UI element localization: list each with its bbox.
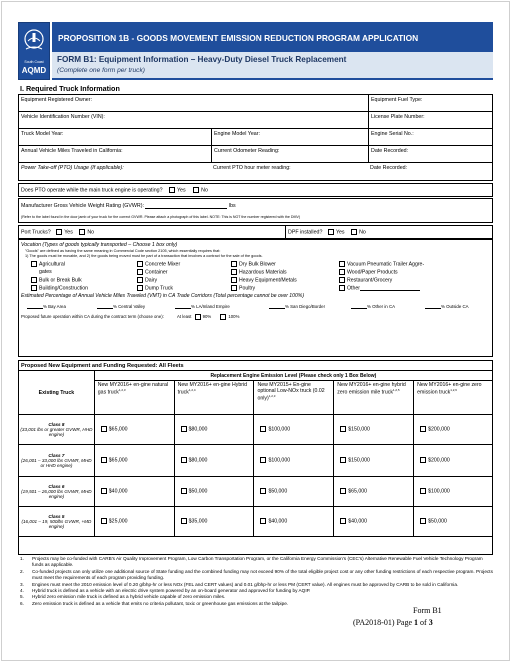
vocation-checkbox[interactable]: [231, 277, 237, 283]
gvwr-input-line[interactable]: [145, 203, 227, 209]
column-label: New MY2016+ en-gine Hybrid truck: [177, 382, 247, 396]
pto-question-row: [18, 183, 493, 197]
future-operation: [21, 314, 239, 320]
col-natural-gas-header: New MY2016+ en-gine natural gas truck$^{1,2,3}$: [94, 381, 174, 415]
pto-yes-checkbox[interactable]: [169, 187, 175, 193]
vmt-la-inland[interactable]: [175, 303, 230, 309]
vocation-dairy[interactable]: [135, 277, 157, 283]
vmt-input-line[interactable]: [269, 303, 285, 309]
lighthouse-icon: [23, 27, 45, 57]
page-number-footer: [353, 618, 433, 627]
future-100-checkbox[interactable]: [220, 314, 226, 320]
existing-truck-header: Existing Truck: [19, 371, 95, 415]
footnote-item: 2. Co-funded projects can only utilize one additional source of State funding and the combined funding may not exceed 90% of the total eligible project cost or any other funding restrictions of each respective program. Projects must meet the requirements of each program providing funding.: [20, 568, 493, 581]
footnotes: [18, 556, 493, 607]
table-row: [19, 445, 493, 477]
vocation-label: Restaurant/Grocery: [347, 277, 393, 284]
amount-cell[interactable]: [334, 415, 414, 445]
vocation-poultry[interactable]: [229, 285, 255, 291]
vmt-label: % Outside CA: [441, 304, 469, 309]
column-label: New MY2016+ en-gine zero emission truck: [417, 382, 482, 396]
amount-value: $100,000: [268, 457, 291, 464]
other-input-line[interactable]: [360, 285, 420, 291]
table-group-header-row: [19, 371, 493, 381]
footnote-item: 6. Zero emission truck is defined as a vehicle that emits no criteria pollutant, toxic or greenhouse gas emissions at the tailpipe.: [20, 600, 289, 606]
pto-date-label: Date Recorded:: [370, 165, 408, 171]
amount-cell[interactable]: [254, 445, 334, 477]
vmt-bay-area[interactable]: [27, 303, 66, 309]
amount-cell[interactable]: [414, 445, 493, 477]
amount-value: $65,000: [108, 426, 128, 433]
footnote-text: Hybrid zero emission mile truck is defined as a hybrid vehicle capable of zero emission miles.: [32, 594, 226, 600]
dpf-yes-checkbox[interactable]: [328, 229, 334, 235]
vocation-agricultural[interactable]: [29, 261, 65, 267]
port-no-label: No: [87, 229, 95, 236]
table-row: [19, 507, 493, 537]
truck-info-grid: [18, 94, 493, 181]
amount-checkbox[interactable]: [260, 488, 266, 494]
pto-question: [19, 184, 494, 196]
pto-usage-field[interactable]: [19, 163, 211, 180]
column-label: New MY2015+ En-gine optional Low-NOx truck (0.02 only): [257, 382, 325, 402]
vocation-heavy-equipment[interactable]: [229, 277, 297, 283]
funding-table: [18, 370, 493, 537]
logo-text: AQMD: [21, 66, 47, 75]
class-7-cell: [19, 445, 95, 477]
logo-caption: South Coast: [24, 60, 44, 64]
amount-checkbox[interactable]: [101, 457, 107, 463]
vocation-other[interactable]: [337, 285, 420, 291]
amount-value: $80,000: [188, 426, 208, 433]
amount-checkbox[interactable]: [420, 518, 426, 524]
amount-cell[interactable]: [414, 415, 493, 445]
vin-label: Vehicle Identification Number (VIN):: [21, 114, 105, 120]
vocation-label: Poultry: [239, 285, 256, 292]
amount-cell[interactable]: [254, 415, 334, 445]
amount-value: $100,000: [268, 426, 291, 433]
class-label: Class 7: [48, 453, 65, 458]
aqmd-logo: [18, 22, 50, 80]
port-trucks-field: [19, 226, 285, 238]
amount-value: $40,000: [108, 488, 128, 495]
amount-checkbox[interactable]: [260, 457, 266, 463]
owner-label: Equipment Registered Owner:: [21, 97, 92, 103]
class-description: (26,001 – 33,000 lbs GVWR, MHD or HHD engine): [21, 458, 92, 468]
amount-cell[interactable]: [94, 415, 174, 445]
col-low-nox-header: New MY2015+ En-gine optional Low-NOx truck (0.02 only)$^{1,2,3}$: [254, 381, 334, 415]
amount-cell[interactable]: [174, 507, 254, 537]
dpf-no-label: No: [359, 229, 366, 236]
annual-miles-label: Annual Vehicle Miles Traveled in California:: [21, 148, 123, 154]
vmt-input-line[interactable]: [27, 303, 43, 309]
vmt-other-ca[interactable]: [351, 303, 395, 309]
dpf-label: DPF installed?: [288, 229, 323, 236]
amount-checkbox[interactable]: [101, 518, 107, 524]
miles-row: [19, 146, 492, 163]
amount-cell[interactable]: [254, 477, 334, 507]
footnote-text: Projects may be co-funded with CARB's Air Quality Improvement Program, Low Carbon Transportation Program, or the California Energy Commission's (CEC's) Alternative Renewable Fuel Vehicle Technology Program funds as applicable.: [32, 556, 483, 568]
table-row: [19, 415, 493, 445]
port-no-checkbox[interactable]: [79, 229, 85, 235]
amount-value: $100,000: [428, 488, 450, 495]
amount-value: $40,000: [268, 518, 288, 525]
amount-checkbox[interactable]: [420, 426, 426, 432]
vocation-checkbox[interactable]: [31, 285, 37, 291]
vocation-dump-truck[interactable]: [135, 285, 173, 291]
port-yes-label: Yes: [64, 229, 73, 236]
vmt-input-line[interactable]: [425, 303, 441, 309]
vmt-title: Estimated Percentage of Annual Vehicle Miles Traveled (VMT) in CA Trade Corridors (Total percentage cannot be over 100%): [21, 293, 305, 299]
vocation-label: Vacuum Pneumatic Trailer Aggre-: [347, 261, 425, 268]
col-hybrid-zero-header: New MY2016+ en-gine hybrid zero emission mile truck$^{1,2,5}$: [334, 381, 414, 415]
class-6-cell: [19, 477, 95, 507]
pto-usage-label: Power Take-off (PTO) Usage (If applicable):: [21, 165, 124, 171]
vocation-checkbox[interactable]: [31, 261, 37, 267]
gvwr-unit: lbs: [228, 203, 236, 209]
footnote-item: 5. Hybrid zero emission mile truck is defined as a hybrid vehicle capable of zero emission miles.: [20, 594, 226, 600]
vocation-building[interactable]: [29, 285, 88, 291]
vocation-checkbox[interactable]: [231, 261, 237, 267]
vmt-input-line[interactable]: [175, 303, 191, 309]
amount-value: $35,000: [188, 518, 208, 525]
vmt-input-line[interactable]: [351, 303, 367, 309]
amount-value: $50,000: [268, 488, 288, 495]
amount-value: $50,000: [188, 488, 208, 495]
goods-conditions: 1) The goods must be movable, and 2) the goods being moved must be part of a transaction that involves a contract for the sale of the goods.: [25, 254, 263, 258]
vocation-label: Heavy Equipment/Metals: [239, 277, 297, 284]
vocation-label: Other: [347, 285, 360, 292]
pto-no-label: No: [201, 187, 208, 194]
amount-cell[interactable]: [174, 415, 254, 445]
vocation-checkbox[interactable]: [231, 285, 237, 291]
odometer-date-label: Date Recorded:: [371, 148, 409, 154]
amount-value: $65,000: [108, 457, 128, 464]
amount-checkbox[interactable]: [340, 518, 346, 524]
vocation-checkbox[interactable]: [137, 277, 143, 283]
class-label: Class 5: [48, 514, 65, 519]
amount-value: $150,000: [348, 457, 370, 464]
vmt-outside-ca[interactable]: [425, 303, 469, 309]
class-label: Class 6: [48, 484, 65, 489]
future-90-checkbox[interactable]: [195, 314, 201, 320]
form-instruction: (Complete one form per truck): [57, 67, 145, 74]
future-at-least-label: At least: [177, 314, 192, 320]
pto-no-checkbox[interactable]: [193, 187, 199, 193]
pto-hour-label: Current PTO hour meter reading:: [213, 165, 291, 171]
future-100-label: 100%: [228, 314, 240, 320]
amount-value: $80,000: [188, 457, 208, 464]
owner-row: [19, 95, 492, 112]
proposed-title: Proposed New Equipment and Funding Requested: All Fleets: [21, 363, 184, 369]
vmt-label: % LA/Inland Empire: [191, 304, 230, 309]
vocation-label: Dry Bulk Blower: [239, 261, 276, 268]
pto-usage-row: [19, 163, 492, 180]
amount-cell[interactable]: [414, 507, 493, 537]
license-plate-field[interactable]: [368, 112, 494, 128]
future-90-label: 90%: [202, 314, 212, 320]
dpf-yes-label: Yes: [335, 229, 345, 236]
amount-cell[interactable]: [94, 445, 174, 477]
column-label: New MY2016+ en-gine natural gas truck: [97, 382, 169, 396]
vocation-section: [18, 239, 493, 357]
class-description: (16,001 – 19, 500lbs GVWR, +MD engine): [21, 519, 92, 529]
pto-hour-field[interactable]: [211, 163, 368, 180]
vocation-label: Dairy: [145, 277, 158, 284]
emission-level-header: Replacement Engine Emission Level (Please check only 1 Box Below): [94, 371, 492, 381]
vocation-label: Concrete Mixer: [145, 261, 181, 268]
page-of: of: [418, 618, 429, 627]
truck-model-year-field[interactable]: [19, 129, 211, 145]
form-subtitle-bar: [52, 52, 493, 80]
footnote-item: 4. Hybrid truck is defined as a vehicle with an electric drive system powered by an on-board generator and approved for funding by AQIP.: [20, 588, 311, 594]
col-hybrid-header: New MY2016+ en-gine Hybrid truck$^{1,2,4}$: [174, 381, 254, 415]
pto-yes-label: Yes: [177, 187, 186, 194]
vocation-checkbox[interactable]: [339, 277, 345, 283]
port-yes-checkbox[interactable]: [56, 229, 62, 235]
amount-checkbox[interactable]: [420, 488, 426, 494]
amount-checkbox[interactable]: [181, 488, 187, 494]
vmt-label: % Other in CA: [367, 304, 396, 309]
odometer-label: Current Odometer Reading:: [214, 148, 280, 154]
vocation-wood-paper[interactable]: [337, 269, 398, 275]
goods-definition: "Goods" are defined as having the same meaning in Commercial Code section 2105, which essentially requires that:: [25, 249, 221, 253]
form-title: PROPOSITION 1B - GOODS MOVEMENT EMISSION REDUCTION PROGRAM APPLICATION: [52, 22, 493, 52]
amount-value: $65,000: [348, 488, 368, 495]
pto-question-label: Does PTO operate while the main truck engine is operating?: [21, 187, 163, 194]
vocation-vacuum-pneumatic[interactable]: [337, 261, 424, 267]
class-5-cell: [19, 507, 95, 537]
vmt-label: % San Diego/Border: [285, 304, 326, 309]
page-prefix: (PA2018-01) Page: [353, 618, 415, 627]
footnote-text: Zero emission truck is defined as a vehicle that emits no criteria pollutant, toxic or greenhouse gas emissions at the tailpipe.: [32, 600, 289, 606]
truck-model-year-label: Truck Model Year:: [21, 131, 64, 137]
license-plate-label: License Plate Number:: [371, 114, 425, 120]
vocation-label: Wood/Paper Products: [347, 269, 398, 276]
vocation-title: Vocation (Types of goods typically transported – Choose 1 box only): [21, 242, 178, 248]
footnote-text: Hybrid truck is defined as a vehicle with an electric drive system powered by an on-board generator and approved for funding by AQIP.: [32, 588, 311, 594]
amount-checkbox[interactable]: [181, 457, 187, 463]
column-label: New MY2016+ en-gine hybrid zero emission mile truck: [337, 382, 406, 396]
engine-serial-field[interactable]: [368, 129, 494, 145]
vocation-container[interactable]: [135, 269, 168, 275]
gvwr-row: [18, 198, 493, 223]
vocation-hazardous[interactable]: [229, 269, 287, 275]
vmt-san-diego[interactable]: [269, 303, 325, 309]
vmt-input-line[interactable]: [97, 303, 113, 309]
footnote-text: Co-funded projects can only utilize one additional source of State funding and the combined funding may not exceed 90% of the total eligible project cost or any other funding restrictions of each respective program. Projects must meet the requirements of each program providing funding.: [32, 568, 493, 581]
vocation-concrete-mixer[interactable]: [135, 261, 180, 267]
fuel-type-label: Equipment Fuel Type:: [371, 97, 423, 103]
vocation-bulk[interactable]: [29, 277, 82, 283]
odometer-date-field[interactable]: [368, 146, 494, 162]
amount-checkbox[interactable]: [260, 518, 266, 524]
amount-value: $40,000: [348, 518, 368, 525]
vocation-label: gates: [39, 269, 52, 275]
amount-cell[interactable]: [334, 477, 414, 507]
vocation-checkbox[interactable]: [137, 269, 143, 275]
fuel-type-field[interactable]: [368, 95, 494, 111]
amount-cell[interactable]: [94, 477, 174, 507]
page-total: 3: [428, 618, 433, 627]
odometer-field[interactable]: [211, 146, 368, 162]
amount-checkbox[interactable]: [340, 457, 346, 463]
vocation-label: Dump Truck: [145, 285, 173, 292]
amount-checkbox[interactable]: [181, 518, 187, 524]
amount-checkbox[interactable]: [260, 426, 266, 432]
class-description: (33,001 lbs or greater GVWR, HHD engine): [20, 427, 93, 437]
vocation-label: Bulk or Break Bulk: [39, 277, 82, 284]
vocation-checkbox[interactable]: [31, 277, 37, 283]
amount-cell[interactable]: [174, 477, 254, 507]
vin-row: [19, 112, 492, 129]
amount-cell[interactable]: [94, 507, 174, 537]
vmt-label: % Bay Area: [43, 304, 66, 309]
amount-cell[interactable]: [254, 507, 334, 537]
vocation-restaurant[interactable]: [337, 277, 392, 283]
amount-checkbox[interactable]: [101, 426, 107, 432]
amount-checkbox[interactable]: [101, 488, 107, 494]
amount-checkbox[interactable]: [340, 426, 346, 432]
amount-cell[interactable]: [414, 477, 493, 507]
amount-value: $25,000: [108, 518, 128, 525]
amount-cell[interactable]: [334, 507, 414, 537]
amount-checkbox[interactable]: [340, 488, 346, 494]
dpf-field: [285, 226, 494, 238]
vocation-label: Agricultural: [39, 261, 65, 268]
gvwr-label: Manufacturer Gross Vehicle Weight Rating (GVWR):: [21, 203, 144, 209]
section-title: I. Required Truck Information: [20, 84, 120, 93]
amount-checkbox[interactable]: [181, 426, 187, 432]
vocation-label: Hazardous Materials: [239, 269, 287, 276]
form-subtitle: FORM B1: Equipment Information – Heavy-Duty Diesel Truck Replacement: [57, 55, 347, 64]
amount-value: $50,000: [428, 518, 447, 525]
col-zero-emission-header: New MY2016+ en-gine zero emission truck$^{1,2,6}$: [414, 381, 493, 415]
amount-value: $200,000: [428, 426, 450, 433]
amount-cell[interactable]: [174, 445, 254, 477]
amount-cell[interactable]: [334, 445, 414, 477]
engine-serial-label: Engine Serial No.:: [371, 131, 414, 137]
vmt-central-valley[interactable]: [97, 303, 145, 309]
page-current: 1: [414, 618, 419, 627]
gvwr-note: (Refer to the label found in the door jamb of your truck for the correct GVWR. Please attach a photograph of this label. NOTE: This is NOT the number registered with the DMV): [21, 215, 301, 219]
pto-date-field[interactable]: [368, 163, 494, 180]
port-trucks-label: Port Trucks?: [21, 229, 51, 236]
footnote-item: 1. Projects may be co-funded with CARB's Air Quality Improvement Program, Low Carbon Transportation Program, or the California Energy Commission's (CEC's) Alternative Renewable Fuel Vehicle Technology Program funds as applicable.: [20, 556, 483, 568]
vocation-gates: [39, 269, 52, 275]
annual-miles-field[interactable]: [19, 146, 211, 162]
vocation-dry-bulk[interactable]: [229, 261, 276, 267]
vocation-label: Container: [145, 269, 168, 276]
vocation-label: Building/Construction: [39, 285, 89, 292]
owner-field[interactable]: [19, 95, 368, 111]
footnote-item: 3. Engines must meet the 2010 emission level of 0.20 g/bhp-hr or less NOx (FEL and CERT values) and 0.01 g/bhp-hr or less PM (CERT value). All engines must be approved by CARB to be sold in California.: [20, 581, 459, 587]
class-8-cell: [19, 415, 95, 445]
vocation-checkbox[interactable]: [137, 285, 143, 291]
form-id-footer: Form B1: [413, 606, 442, 615]
vmt-label: % Central Valley: [113, 304, 146, 309]
future-operation-label: Proposed future operation within CA during the contract term (choose one):: [21, 314, 164, 320]
vocation-checkbox[interactable]: [137, 261, 143, 267]
vocation-checkbox[interactable]: [339, 269, 345, 275]
vocation-checkbox[interactable]: [231, 269, 237, 275]
vocation-checkbox[interactable]: [339, 285, 345, 291]
class-label: Class 8: [48, 422, 65, 427]
vin-field[interactable]: [19, 112, 368, 128]
engine-model-year-label: Engine Model Year:: [214, 131, 260, 137]
port-row: [18, 225, 493, 239]
amount-checkbox[interactable]: [420, 457, 426, 463]
class-description: (19,501 – 26,000 lbs GVWR, MHD engine): [21, 489, 92, 499]
footnote-text: Engines must meet the 2010 emission level of 0.20 g/bhp-hr or less NOx (FEL and CERT values) and 0.01 g/bhp-hr or less PM (CERT value). All engines must be approved by CARB to be sold in California.: [32, 581, 459, 587]
amount-value: $150,000: [348, 426, 370, 433]
vocation-checkbox[interactable]: [339, 261, 345, 267]
model-year-row: [19, 129, 492, 146]
engine-model-year-field[interactable]: [211, 129, 368, 145]
amount-value: $200,000: [428, 457, 450, 464]
table-row: [19, 477, 493, 507]
dpf-no-checkbox[interactable]: [351, 229, 357, 235]
form-header: [18, 22, 493, 80]
